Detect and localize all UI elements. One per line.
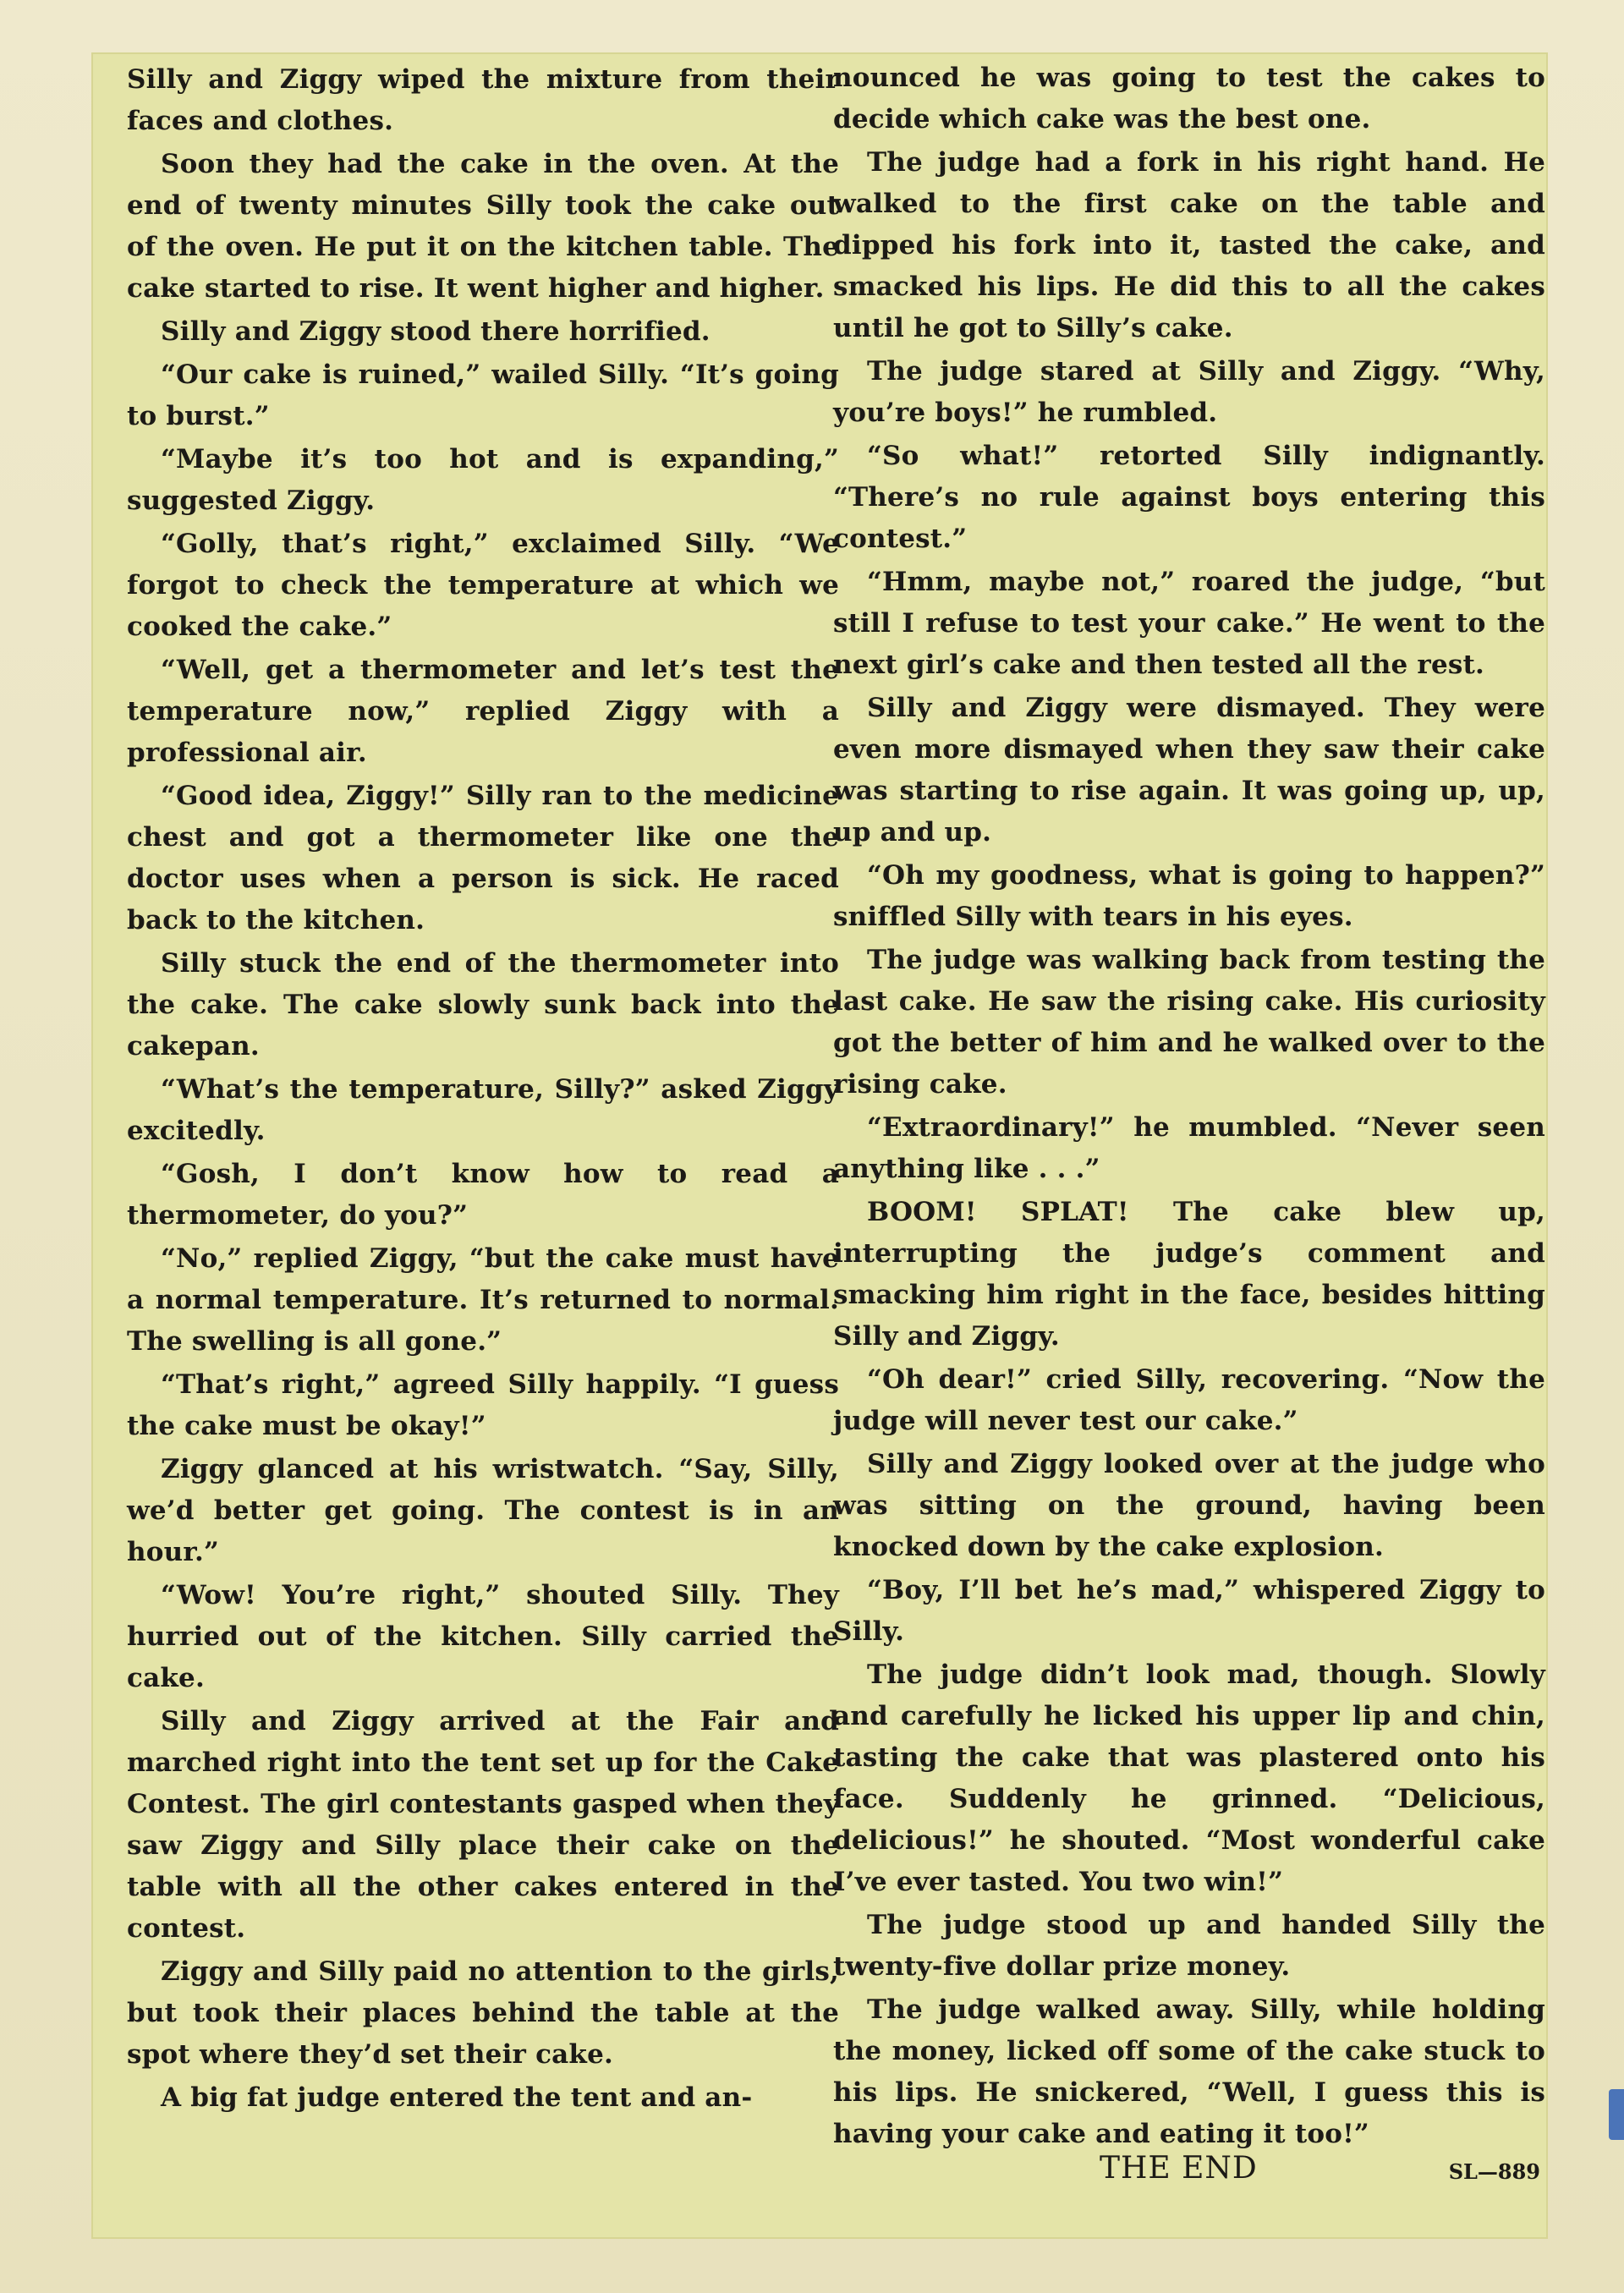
paragraph: “Maybe it’s too hot and is expanding,” suggested Ziggy.	[127, 444, 839, 516]
paragraph: “That’s right,” agreed Silly happily. “I guess the cake must be okay!”	[127, 1369, 839, 1441]
paragraph: “Gosh, I don’t know how to read a thermometer, do you?”	[127, 1159, 839, 1231]
paragraph: “So what!” retorted Silly indignantly. “There’s no rule against boys entering this contest.”	[833, 441, 1545, 554]
paragraph: The judge didn’t look mad, though. Slowly and carefully he licked his upper lip and chin, tasting the cake that was plastered onto his face. Suddenly he grinned. “Delicious, delicious!” he shouted. “Most wonderful cake I’ve ever tasted. You two win!”	[833, 1659, 1545, 1897]
paragraph: Silly and Ziggy arrived at the Fair and marched right into the tent set up for the Cake Contest. The girl contestants gasped when they saw Ziggy and Silly place their cake on the table with all the other cakes entered in the contest.	[127, 1706, 839, 1944]
paragraph: “Oh my goodness, what is going to happen?” sniffled Silly with tears in his eyes.	[833, 860, 1545, 932]
paragraph: Ziggy glanced at his wristwatch. “Say, Silly, we’d better get going. The contest is in an hour.”	[127, 1454, 839, 1567]
paragraph: Silly and Ziggy stood there horrified.	[161, 316, 710, 347]
paragraph: “No,” replied Ziggy, “but the cake must have a normal temperature. It’s returned to normal. The swelling is all gone.”	[127, 1243, 839, 1357]
paragraph: The judge was walking back from testing the last cake. He saw the rising cake. His curiosity got the better of him and he walked over to the rising cake.	[833, 945, 1545, 1100]
paragraph: BOOM! SPLAT! The cake blew up, interrupting the judge’s comment and smacking him right in the face, besides hitting Silly and Ziggy.	[833, 1197, 1545, 1352]
paragraph: Silly stuck the end of the thermometer into the cake. The cake slowly sunk back into the cakepan.	[127, 948, 839, 1061]
paragraph: “What’s the temperature, Silly?” asked Ziggy excitedly.	[127, 1074, 839, 1146]
paragraph: Silly and Ziggy wiped the mixture from their faces and clothes.	[127, 64, 839, 136]
paragraph: “Extraordinary!” he mumbled. “Never seen anything like . . .”	[833, 1112, 1545, 1184]
paragraph: The judge walked away. Silly, while holding the money, licked off some of the cake stuck to his lips. He snickered, “Well, I guess this is having your cake and eating it too!”	[833, 1994, 1545, 2149]
story-footer	[833, 2151, 1545, 2193]
paragraph: nounced he was going to test the cakes to decide which cake was the best one.	[833, 63, 1545, 134]
paragraph: The judge had a fork in his right hand. He walked to the first cake on the table and dipped his fork into it, tasted the cake, and smacked his lips. He did this to all the cakes until he got to Silly’s cake.	[833, 147, 1545, 343]
paragraph: Silly and Ziggy looked over at the judge who was sitting on the ground, having been knocked down by the cake explosion.	[833, 1449, 1545, 1562]
paragraph: “Boy, I’ll bet he’s mad,” whispered Ziggy to Silly.	[833, 1575, 1545, 1647]
paragraph: “Our cake is ruined,” wailed Silly. “It’s going to burst.”	[127, 359, 839, 431]
paragraph: “Wow! You’re right,” shouted Silly. They hurried out of the kitchen. Silly carried the cake.	[127, 1580, 839, 1693]
paragraph: Silly and Ziggy were dismayed. They were even more dismayed when they saw their cake was starting to rise again. It was going up, up, up and up.	[833, 693, 1545, 848]
paragraph: The judge stood up and handed Silly the twenty-five dollar prize money.	[833, 1910, 1545, 1982]
paragraph: “Oh dear!” cried Silly, recovering. “Now the judge will never test our cake.”	[833, 1364, 1545, 1436]
paragraph: Ziggy and Silly paid no attention to the girls, but took their places behind the table at the spot where they’d set their cake.	[127, 1956, 839, 2070]
story-column-left	[127, 59, 839, 2120]
story-column-right	[833, 58, 1545, 2157]
paragraph: “Well, get a thermometer and let’s test the temperature now,” replied Ziggy with a professional air.	[127, 655, 839, 768]
the-end-label: THE END	[1100, 2151, 1258, 2186]
paragraph: The judge stared at Silly and Ziggy. “Why, you’re boys!” he rumbled.	[833, 356, 1545, 428]
paragraph: “Good idea, Ziggy!” Silly ran to the medicine chest and got a thermometer like one the doctor uses when a person is sick. He raced back to the kitchen.	[127, 781, 839, 935]
page-code: SL—889	[1448, 2159, 1540, 2184]
page-edge-tab	[1609, 2089, 1624, 2140]
paragraph: Soon they had the cake in the oven. At the end of twenty minutes Silly took the cake out of the oven. He put it on the kitchen table. The cake started to rise. It went higher and higher.	[127, 149, 839, 304]
paragraph: “Golly, that’s right,” exclaimed Silly. “We forgot to check the temperature at which we cooked the cake.”	[127, 529, 839, 642]
paragraph: “Hmm, maybe not,” roared the judge, “but still I refuse to test your cake.” He went to the next girl’s cake and then tested all the rest.	[833, 567, 1545, 680]
paragraph: A big fat judge entered the tent and an-	[161, 2082, 753, 2113]
